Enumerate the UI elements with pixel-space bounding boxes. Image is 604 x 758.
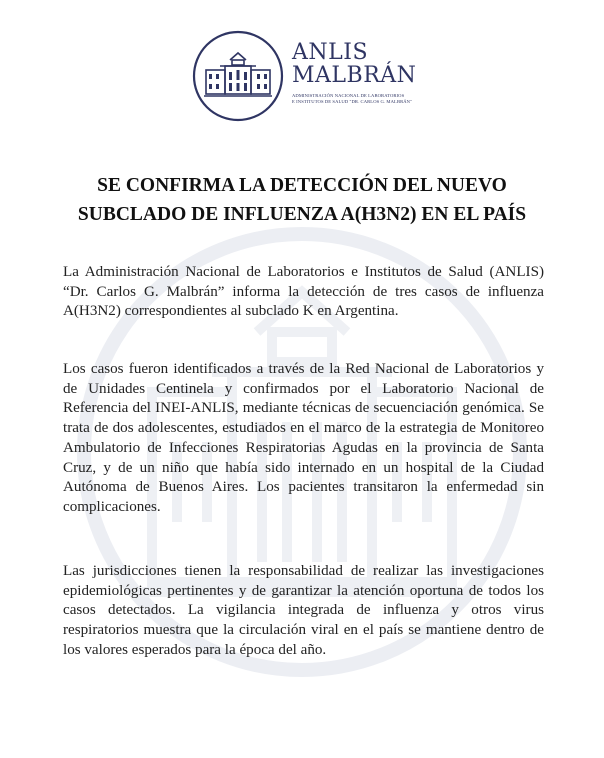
building-emblem-icon [192, 30, 284, 122]
paragraph-surveillance: Las jurisdicciones tienen la responsabilidad de realizar las investigaciones epidemiológicas pertinentes y de garantizar la atención oportuna de todos los casos detectados. La vigilancia integrada de influenza y otros virus respiratorios muestra que la circulación viral en el país se mantiene dentro de los valores esperados para la época del año. [63, 563, 544, 658]
logo-wordmark [292, 42, 416, 105]
logo-subtitle-line1: ADMINISTRACIÓN NACIONAL DE LABORATORIOS [292, 93, 405, 98]
anlis-malbran-logo [192, 30, 422, 128]
document-title [40, 171, 564, 229]
title-line-2: SUBCLADO DE INFLUENZA A(H3N2) EN EL PAÍS [77, 204, 527, 225]
logo-name-line1: ANLIS [292, 40, 369, 65]
title-line-1: SE CONFIRMA LA DETECCIÓN DEL NUEVO [97, 175, 507, 196]
logo-subtitle-line2: E INSTITUTOS DE SALUD "DR. CARLOS G. MALBRÁN" [292, 99, 413, 104]
logo-name-line2: MALBRÁN [292, 63, 417, 88]
paragraph-cases: Los casos fueron identificados a través de la Red Nacional de Laboratorios y de Unidades Centinela y confirmados por el Laboratorio Nacional de Referencia del INEI-ANLIS, mediante técnicas de secuenciación genómica. Se trata de dos adolescentes, estudiados en el marco de la estrategia de Monitoreo Ambulatorio de Infecciones Respiratorias Agudas en la provincia de Santa Cruz, y de un niño que había sido internado en un hospital de la Ciudad Autónoma de Buenos Aires. Los pacientes transitaron la enfermedad sin complicaciones. [63, 361, 544, 515]
paragraph-intro: La Administración Nacional de Laboratorios e Institutos de Salud (ANLIS) “Dr. Carlos G. Malbrán” informa la detección de tres casos de influenza A(H3N2) correspondientes al subclado K en Argentina. [63, 264, 544, 320]
